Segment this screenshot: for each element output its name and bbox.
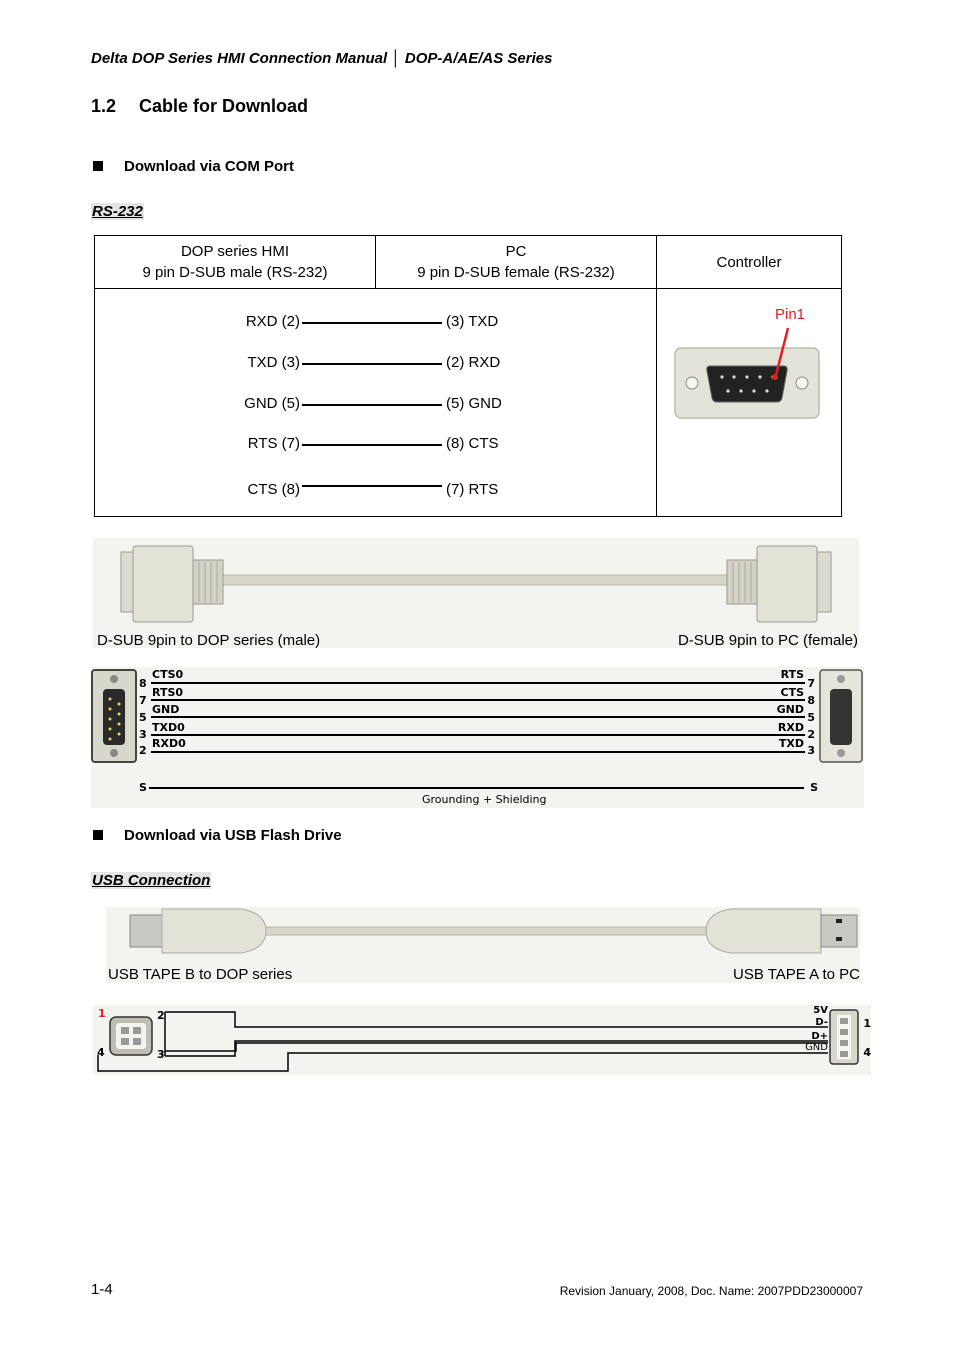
pin1-label: Pin1 — [775, 306, 806, 323]
rs232-label-text: RS-232 — [92, 203, 143, 220]
wire-row — [190, 435, 300, 452]
usb-b-pin1-label: 1 — [98, 1007, 106, 1020]
hmi-header-line1: DOP series HMI — [180, 243, 290, 260]
usb-cable-photo — [106, 907, 860, 983]
wire-line — [302, 363, 442, 365]
usb-a-signal: D- — [815, 1017, 828, 1028]
section-number: 1.2 — [91, 96, 117, 116]
right-pin-number: 8 — [807, 694, 815, 707]
bullet-square-icon — [93, 161, 103, 171]
usb-pinout-diagram — [93, 1005, 871, 1075]
shield-wire — [149, 787, 804, 789]
section-heading — [91, 96, 308, 117]
right-pin-number: 2 — [807, 728, 815, 741]
wire-left-pin: TXD (3) — [247, 354, 300, 371]
usb-label — [91, 872, 211, 889]
com-cable-right-caption: D-SUB 9pin to PC (female) — [677, 632, 858, 649]
wire-right-pin: (8) CTS — [446, 435, 499, 452]
page-number: 1-4 — [91, 1281, 113, 1298]
usb-bullet — [93, 827, 342, 844]
wire-right-pin: (3) TXD — [446, 313, 499, 330]
left-pin-number: 8 — [139, 677, 147, 690]
right-signal: CTS — [780, 686, 804, 699]
shield-caption: Grounding + Shielding — [422, 793, 547, 806]
com-cable-photo — [93, 538, 859, 648]
wire-left-pin: RTS (7) — [247, 435, 300, 452]
left-pin-number: 5 — [139, 711, 147, 724]
com-bullet — [93, 158, 294, 175]
wire-row — [190, 313, 300, 330]
usb-a-signal: D+ — [811, 1031, 828, 1042]
usb-cable-illustration — [106, 907, 860, 957]
pinout-wire — [151, 716, 805, 718]
com-cable-illustration — [93, 538, 859, 628]
usb-a-pin1-label: 1 — [863, 1017, 871, 1030]
pinout-wire — [151, 699, 805, 701]
wire-line — [302, 404, 442, 406]
usb-a-signal: 5V — [813, 1005, 828, 1016]
left-pin-number: 7 — [139, 694, 147, 707]
left-signal: RTS0 — [152, 686, 184, 699]
table-header-controller: Controller — [657, 236, 842, 289]
left-pin-number: 2 — [139, 744, 147, 757]
bullet-square-icon — [93, 830, 103, 840]
right-signal: RXD — [777, 721, 804, 734]
male-dsub-icon — [91, 669, 139, 763]
wire-right-pin: (7) RTS — [446, 481, 499, 498]
page-header — [91, 50, 552, 67]
wire-left-pin: CTS (8) — [247, 481, 300, 498]
usb-a-signal: GND — [805, 1042, 828, 1053]
wire-right-pin: (5) GND — [446, 395, 502, 412]
pinout-wire — [151, 682, 805, 684]
left-signal: RXD0 — [152, 737, 186, 750]
shield-left-label: S — [139, 781, 147, 794]
pinout-wire — [151, 751, 805, 753]
header-separator: │ — [391, 50, 401, 67]
revision-info: Revision January, 2008, Doc. Name: 2007PDD23000007 — [559, 1284, 863, 1298]
right-signal: TXD — [778, 737, 804, 750]
left-signal: GND — [152, 703, 180, 716]
usb-label-text: USB Connection — [92, 872, 211, 889]
left-signal: CTS0 — [152, 668, 184, 681]
right-pin-number: 7 — [807, 677, 815, 690]
manual-series: DOP-A/AE/AS Series — [404, 50, 553, 67]
left-signal: TXD0 — [152, 721, 185, 734]
hmi-header-line2: 9 pin D-SUB male (RS-232) — [142, 264, 328, 281]
usb-wiring-lines — [93, 1005, 871, 1075]
wire-line — [302, 485, 442, 487]
female-dsub-icon — [818, 669, 864, 763]
wire-right-pin: (2) RXD — [446, 354, 501, 371]
manual-title: Delta DOP Series HMI Connection Manual — [91, 50, 388, 67]
controller-dsub-connector — [670, 322, 825, 422]
usb-b-pin3-label: 3 — [157, 1048, 165, 1061]
left-pin-number: 3 — [139, 728, 147, 741]
right-pin-number: 5 — [807, 711, 815, 724]
wire-line — [302, 322, 442, 324]
rs232-label — [91, 203, 144, 220]
usb-bullet-label: Download via USB Flash Drive — [124, 827, 342, 844]
right-signal: GND — [776, 703, 804, 716]
com-pinout-diagram — [91, 667, 864, 808]
pinout-wire — [151, 734, 805, 736]
usb-b-pin2-label: 2 — [157, 1009, 165, 1022]
wire-row — [190, 481, 300, 498]
right-signal: RTS — [780, 668, 804, 681]
usb-b-pin4-label: 4 — [97, 1046, 105, 1059]
wire-row — [190, 354, 300, 371]
table-header-pc — [376, 236, 657, 289]
right-pin-number: 3 — [807, 744, 815, 757]
table-header-hmi — [95, 236, 376, 289]
com-cable-left-caption: D-SUB 9pin to DOP series (male) — [97, 632, 321, 649]
pc-header-line2: 9 pin D-SUB female (RS-232) — [417, 264, 615, 281]
wire-line — [302, 444, 442, 446]
shield-right-label: S — [810, 781, 818, 794]
pc-header-line1: PC — [505, 243, 527, 260]
usb-right-caption: USB TAPE A to PC — [732, 966, 860, 983]
wire-left-pin: GND (5) — [244, 395, 300, 412]
com-bullet-label: Download via COM Port — [124, 158, 295, 175]
wire-left-pin: RXD (2) — [245, 313, 300, 330]
wire-row — [190, 395, 300, 412]
section-title: Cable for Download — [139, 96, 309, 116]
usb-a-pin4-label: 4 — [863, 1046, 871, 1059]
usb-left-caption: USB TAPE B to DOP series — [108, 966, 293, 983]
